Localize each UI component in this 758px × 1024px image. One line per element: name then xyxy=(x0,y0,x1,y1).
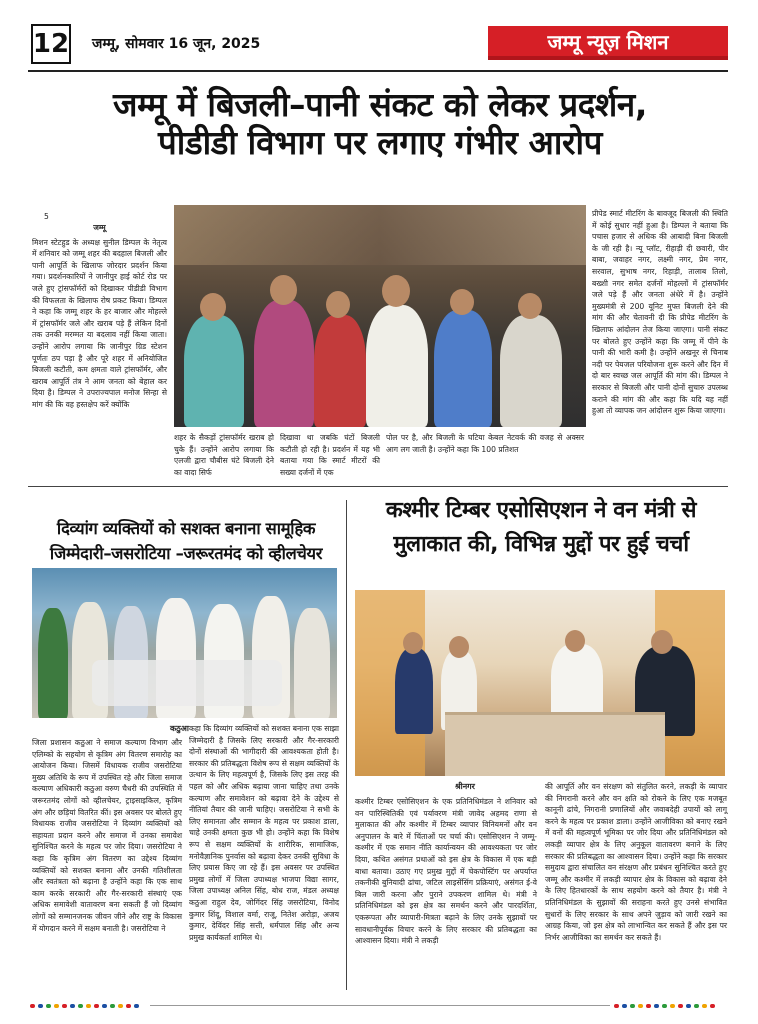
issue-date: जम्मू, सोमवार 16 जून, 2025 xyxy=(92,36,261,52)
story1-column-5: प्रीपेड स्मार्ट मीटरिंग के बावजूद बिजली की स्थिति में कोई सुधार नहीं हुआ है। डिम्पल ने बताया कि पचास हजार से अधिक की आबादी बिना बिजली के जी रही है। न्यू प्लॉट, रीहाड़ी दी छवारी, पीर बाबा, जवाहर नगर, लक्ष्मी नगर, प्रेम नगर, सरवाल, सुभाष नगर, रिहाड़ी, तालाब तिलो, बख्शी नगर समेत दर्जनों मोहल्लों में ट्रांसफॉर्मर जले पड़े हैं और जनता अंधेरे में है। उन्होंने मुख्यमंत्री से 200 यूनिट मुफ्त बिजली देने की मांग की और चेतावनी दी कि प्रीपेड मीटरिंग के खिलाफ आंदोलन तेज किया जाएगा। पानी संकट पर बोलते हुए उन्होंने कहा कि जम्मू में पीने के पानी की भारी कमी है। उन्होंने अखनूर से चिनाब नदी पर पेयजल परियोजना शुरू करने और दिन में दो बार स्वच्छ जल आपूर्ति की मांग की। डिम्पल ने सरकार से बिजली और पानी दोनों सुचारु उपलब्ध कराने की मांग की और कहा कि यदि यह नहीं हुआ तो व्यापक जन आंदोलन शुरू किया जाएगा। xyxy=(592,209,728,416)
story1-headline-line: पीडीडी विभाग पर लगाए गंभीर आरोप xyxy=(158,122,602,162)
story3-headline-line: मुलाकात की, विभिन्न मुद्दों पर हुई चर्चा xyxy=(393,532,689,558)
story2-headline-line: जिम्मेदारी–जसरोटिया –जरूरतमंद को व्हीलचेयर xyxy=(49,544,323,564)
masthead-brand: जम्मू न्यूज़ मिशन xyxy=(488,26,728,60)
footer-dots-right xyxy=(614,1004,715,1008)
story2-headline-line: दिव्यांग व्यक्तियों को सशक्त बनाना सामूहिक xyxy=(56,519,316,538)
story3-column-2: की आपूर्ति और वन संरक्षण को संतुलित करने, लकड़ी के व्यापार की निगरानी करने और वन क्षति को रोकने के लिए एक मजबूत कानूनी ढांचे, निगरानी प्रणालियों और जवाबदेही उपायों को लागू करने के महत्व पर प्रकाश डाला। उन्होंने आजीविका को बनाए रखने में वनों की महत्वपूर्ण भूमिका पर जोर दिया और प्रतिनिधिमंडल को लकड़ी व्यापार क्षेत्र के लिए अनुकूल वातावरण बनाने के लिए सरकार की प्रतिबद्धता का आश्वासन दिया। उन्होंने कहा कि सरकार समुदाय द्वारा संचालित वन संरक्षण और प्रबंधन सुनिश्चित करते हुए जम्मू और कश्मीर में लकड़ी व्यापार क्षेत्र के विकास को बढ़ावा देने के लिए हितधारकों के साथ सहयोग करने को तैयार है। मंत्री ने प्रतिनिधिमंडल के सुझावों की सराहना करते हुए उनसे संभावित सुधारों के लिए सरकार के साथ अपने जुड़ाव को जारी रखने का आग्रह किया, जो इस क्षेत्र को लाभान्वित कर सकते हैं और इस पर निर्भर आजीविका का समर्थन कर सकते हैं। xyxy=(545,782,727,942)
story2-dateline: कठुआ xyxy=(170,724,189,733)
story1-body-col1: मिशन स्टेटहुड के अध्यक्ष सुनील डिम्पल के नेतृत्व में शनिवार को जम्मू शहर की बदहाल बिजली और पानी आपूर्ति के खिलाफ जोरदार प्रदर्शन किया गया। प्रदर्शनकारियों ने जानीपुर हाई कोर्ट रोड पर जले हुए ट्रांसफॉर्मरों को दिखाकर पीडीडी विभाग की विफलता के खिलाफ रोष प्रकट किया। डिम्पल ने कहा कि जम्मू शहर के हर बाजार और मोहल्ले में ट्रांसफॉर्मर जले और खराब पड़े हैं लेकिन दिनों तक उनकी मरम्मत या बदलाव नहीं किया जाता। उन्होंने आरोप लगाया कि जानीपुर ग्रिड स्टेशन पूर्णतः ठप पड़ा है और पूरे शहर में अनियोजित बिजली कटौती, कम क्षमता वाले ट्रांसफॉर्मर, और खराब आपूर्ति तंत्र ने आम जनता को बेहाल कर दिया है। डिम्पल ने उपराज्यपाल मनोज सिन्हा से मांग की कि वह हस्तक्षेप करें क्योंकि xyxy=(32,237,167,409)
column-divider xyxy=(346,500,347,990)
footer-line xyxy=(150,1005,610,1006)
story1-dateline: जम्मू xyxy=(93,223,106,232)
story3-column-1: कश्मीर टिम्बर एसोसिएशन के एक प्रतिनिधिमंडल ने शनिवार को वन पारिस्थितिकी एवं पर्यावरण मंत्री जावेद अहमद राणा से मुलाकात की और कश्मीर में टिम्बर व्यापार विनियमनों और वन अनुपालन के बारे में चिंताओं पर चर्चा की। एसोसिएशन ने जम्मू-कश्मीर में एक समान नीति कार्यान्वयन की आवश्यकता पर जोर दिया, कथित असंगत प्रथाओं को इस क्षेत्र के विकास में एक बड़ी बाधा बताया। उठाए गए प्रमुख मुद्दों में चेकपोस्टिंग पर अपर्याप्त तकनीकी बुनियादी ढांचा, जटिल लाइसेंसिंग प्रक्रियाएं, असंगत ई-वे बिल जारी करना और पुराने उपकरण शामिल थे। मंत्री ने प्रतिनिधिमंडल को इस क्षेत्र का समर्थन करने और पारदर्शिता, एकरूपता और व्यापारी-मित्रता बढ़ाने के लिए उनके सुझावों पर सावधानीपूर्वक विचार करने के लिए सरकार की प्रतिबद्धता का आश्वासन दिया। मंत्री ने लकड़ी xyxy=(355,797,537,946)
story1-column-3: दिखावा था जबकि घंटों बिजली कटौती हो रही है। प्रदर्शन में यह भी बताया गया कि स्मार्ट मीटरों की सख्या दर्जनों में एक xyxy=(280,433,380,477)
story1-column-4: पोल पर है, और बिजली के घटिया केबल नेटवर्क की वजह से अक्सर आग लग जाती है। उन्होंने कहा कि 100 प्रतिशत xyxy=(386,433,584,454)
story1-headline-line: जम्मू में बिजली–पानी संकट को लेकर प्रदर्शन, xyxy=(113,85,647,124)
story2-column-1: जिला प्रशासन कठुआ ने समाज कल्याण विभाग और एलिम्को के सहयोग से कृत्रिम अंग वितरण समारोह का आयोजन किया। जिसमें विधायक राजीव जसरोटिया मुख्य अतिथि के रूप में उपस्थित रहे और जिला समाज कल्याण अधिकारी कठुआ वरुण चैधरी की उपस्थिति में जरूरतमंद लोगों को व्हीलचेयर, ट्राइसाइकिल, कृत्रिम अंग और छड़ियां वितरित कीं। इस अवसर पर बोलते हुए विधायक राजीव जसरोटिया ने दिव्यांग व्यक्तियों को सहायता प्रदान करने और समाज में उनका समावेश सुनिश्चित करने के महत्व पर जोर दिया। जसरोटिया ने कहा कि कृत्रिम अंग वितरण का उद्देश्य दिव्यांग व्यक्तियों को सशक्त बनाना और उनकी गतिशीलता और स्वतंत्रता को बढ़ाना है उन्होंने कहा कि एक साथ काम करके सरकारी और गैर-सरकारी संस्थाएं एक अधिक समावेशी वातावरण बना सकती हैं जो दिव्यांग लोगों को सम्मानजनक जीवन जीने और राष्ट्र के विकास में योगदान करने में सक्षम बनाती है। जसरोटिया ने xyxy=(32,738,182,933)
story1-column-2: शहर के सैकड़ों ट्रांसफॉर्मर खराब हो चुके हैं। उन्होंने आरोप लगाया कि एलजी द्वारा चौबीस घंटे बिजली देने का वादा सिर्फ xyxy=(174,433,274,477)
story3-dateline: श्रीनगर xyxy=(455,782,475,791)
story1-headline xyxy=(30,86,730,162)
footer-dots-left xyxy=(30,1004,139,1008)
header-divider xyxy=(28,70,728,72)
section-divider xyxy=(28,486,728,487)
story3-headline-line: कश्मीर टिम्बर एसोसिएशन ने वन मंत्री से xyxy=(385,498,697,523)
story1-column-1 xyxy=(32,222,167,497)
protest-photo xyxy=(174,205,586,427)
distribution-photo xyxy=(32,568,337,718)
column-marker: 5 xyxy=(44,212,49,221)
meeting-photo xyxy=(355,590,725,776)
story2-column-2: कहा कि दिव्यांग व्यक्तियों को सशक्त बनाना एक साझा जिम्मेदारी है जिसके लिए सरकारी और गैर-सरकारी दोनों संस्थाओं की भागीदारी की आवश्यकता होती है। सरकार की प्रतिबद्धता विशेष रूप से सक्षम व्यक्तियों के उत्थान के लिए महत्वपूर्ण है, जिसके लिए इस तरह की पहल को और अधिक बढ़ाया जाना चाहिए तथा उनके कल्याण और समावेशन को बढ़ावा देने के उद्देश्य से नीतियां तैयार की जानी चाहिए। जसरोटिया ने सभी के लिए समानता और सम्मान के महत्व पर प्रकाश डाला, चाहे उनकी क्षमता कुछ भी हो। उन्होंने कहा कि विशेष रूप से सक्षम व्यक्तियों के शारीरिक, सामाजिक, मनोवैज्ञानिक पुनर्वास को बढ़ावा देकर उनकी सुविधा के लिए प्रयास किए जा रहे हैं। इस अवसर पर उपस्थित प्रमुख लोगों में जिला उपाध्यक्ष भाजपा विद्या सागर, जिला उपाध्यक्ष अनिल सिंह, बोध राज, मंडल अध्यक्ष कठुआ राहुल देव, जोगिंदर सिंह जसरोटिया, विनोद कुमार शिंदू, विशाल वर्मा, राजू, नितेश अरोड़ा, अजय कुमार, देविंदर सिंह सत्ती, धर्मपाल सिंह और अन्य प्रमुख कार्यकर्ता शामिल थे। xyxy=(189,724,339,942)
story3-headline xyxy=(354,494,728,562)
page-number: 12 xyxy=(31,24,71,64)
